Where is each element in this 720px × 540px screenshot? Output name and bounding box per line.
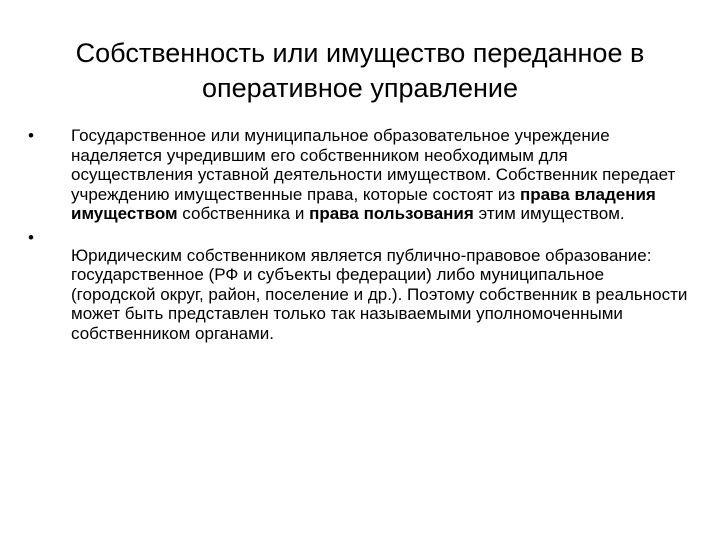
bold-text: права владения имуществом <box>71 184 656 223</box>
title-line-2: оперативное управление <box>202 73 518 103</box>
slide-title <box>40 36 680 106</box>
bullet-icon: • <box>28 126 34 145</box>
bold-text: права пользования <box>309 204 474 223</box>
text-segment: собственника и <box>177 204 310 223</box>
bullet-list <box>28 126 688 343</box>
text-segment: этим имуществом. <box>473 204 625 223</box>
text-segment: Государственное или муниципальное образовательное учреждение наделяется учредившим его собственником необходимым для осуществления уставной деятельности имуществом. Собственник передает учреждению имущественные права, которые состоят из <box>71 126 676 204</box>
bullet-text: Юридическим собственником является публично-правовое образование: государственное (РФ и субъекты федерации) либо муниципальное (городской округ, район, поселение и др.). Поэтому собственник в реальности может быть представлен только так называемыми уполномоченными собственником органами. <box>71 245 688 343</box>
bullet-icon: • <box>28 227 34 247</box>
title-line-1: Собственность или имущество переданное в <box>75 38 645 68</box>
bullet-item <box>28 228 688 344</box>
bullet-text <box>71 126 675 223</box>
bullet-item <box>28 126 688 224</box>
